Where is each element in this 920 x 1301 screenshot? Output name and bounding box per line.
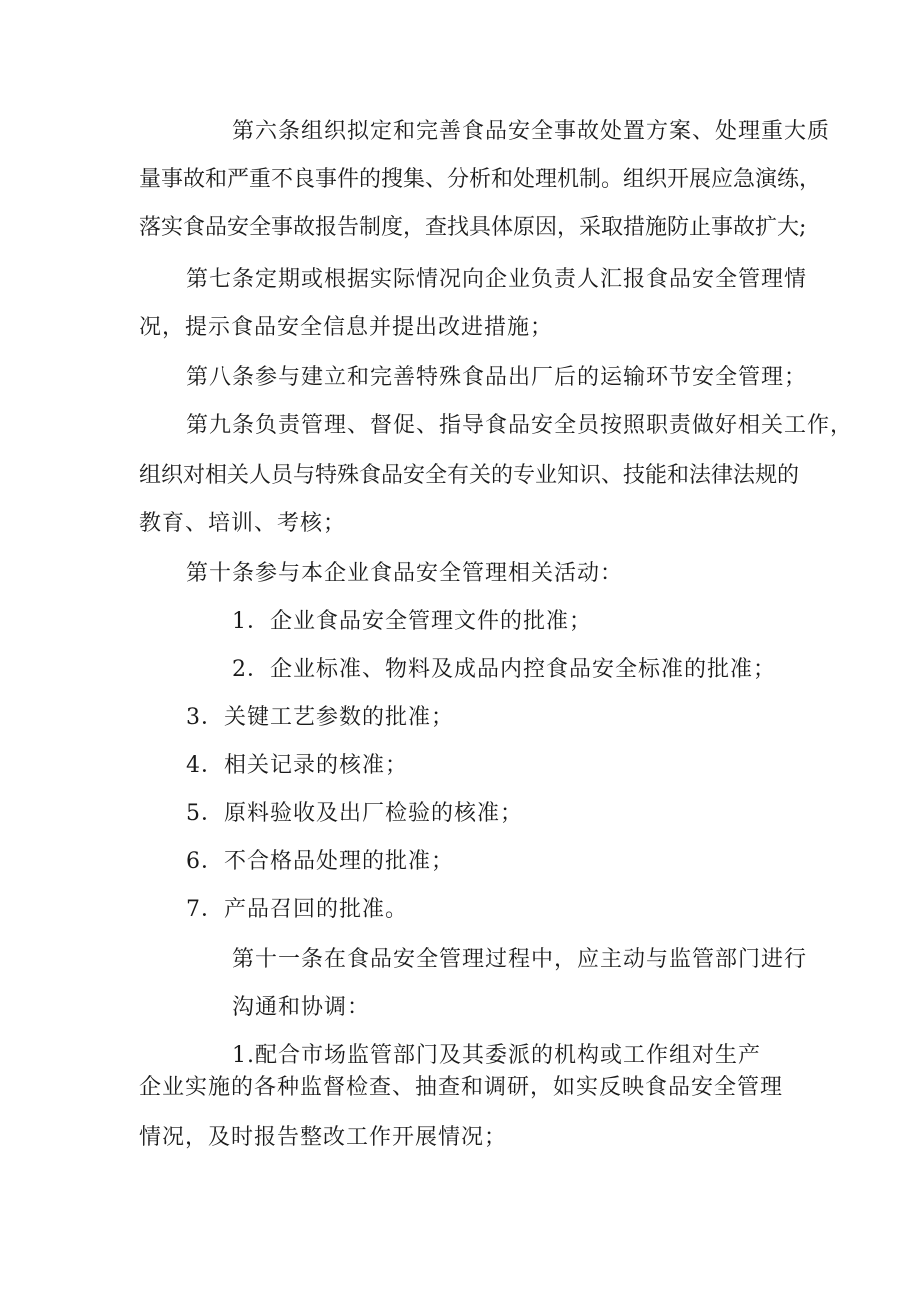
- article-9-line-3: 教育、培训、考核；: [139, 511, 347, 536]
- article-9-line-2: 组织对相关人员与特殊食品安全有关的专业知识、技能和法律法规的: [139, 463, 800, 488]
- article-10-item-2: 2．企业标准、物料及成品内控食品安全标准的批准；: [232, 657, 776, 682]
- article-11-item-1-line-3: 情况，及时报告整改工作开展情况；: [139, 1125, 508, 1150]
- article-11-line-1: 第十一条在食品安全管理过程中，应主动与监管部门进行: [232, 947, 808, 972]
- article-10-item-3: 3．关键工艺参数的批准；: [186, 705, 454, 730]
- article-10-item-6: 6．不合格品处理的批准；: [186, 849, 454, 874]
- article-11-item-1-line-1: 1.配合市场监管部门及其委派的机构或工作组对生产: [232, 1043, 761, 1068]
- article-10-line-1: 第十条参与本企业食品安全管理相关活动：: [186, 561, 624, 586]
- article-10-item-5: 5．原料验收及出厂检验的核准；: [186, 801, 523, 826]
- article-7-line-2: 况，提示食品安全信息并提出改进措施；: [139, 315, 554, 340]
- article-10-item-4: 4．相关记录的核准；: [186, 753, 408, 778]
- article-10-item-1: 1．企业食品安全管理文件的批准；: [232, 609, 592, 634]
- article-6-line-3: 落实食品安全事故报告制度，查找具体原因，采取措施防止事故扩大;: [139, 215, 807, 240]
- article-11-item-1-line-2: 企业实施的各种监督检查、抽查和调研，如实反映食品安全管理: [139, 1075, 784, 1100]
- article-7-line-1: 第七条定期或根据实际情况向企业负责人汇报食品安全管理情: [186, 267, 808, 292]
- article-11-line-2: 沟通和协调：: [232, 995, 371, 1020]
- article-10-item-7: 7．产品召回的批准。: [186, 897, 408, 922]
- article-8-line-1: 第八条参与建立和完善特殊食品出厂后的运输环节安全管理；: [186, 365, 808, 390]
- article-6-line-1: 第六条组织拟定和完善食品安全事故处置方案、处理重大质: [232, 119, 831, 144]
- article-9-line-1: 第九条负责管理、督促、指导食品安全员按照职责做好相关工作，: [186, 413, 854, 438]
- article-6-line-2: 量事故和严重不良事件的搜集、分析和处理机制。组织开展应急演练，: [139, 167, 822, 192]
